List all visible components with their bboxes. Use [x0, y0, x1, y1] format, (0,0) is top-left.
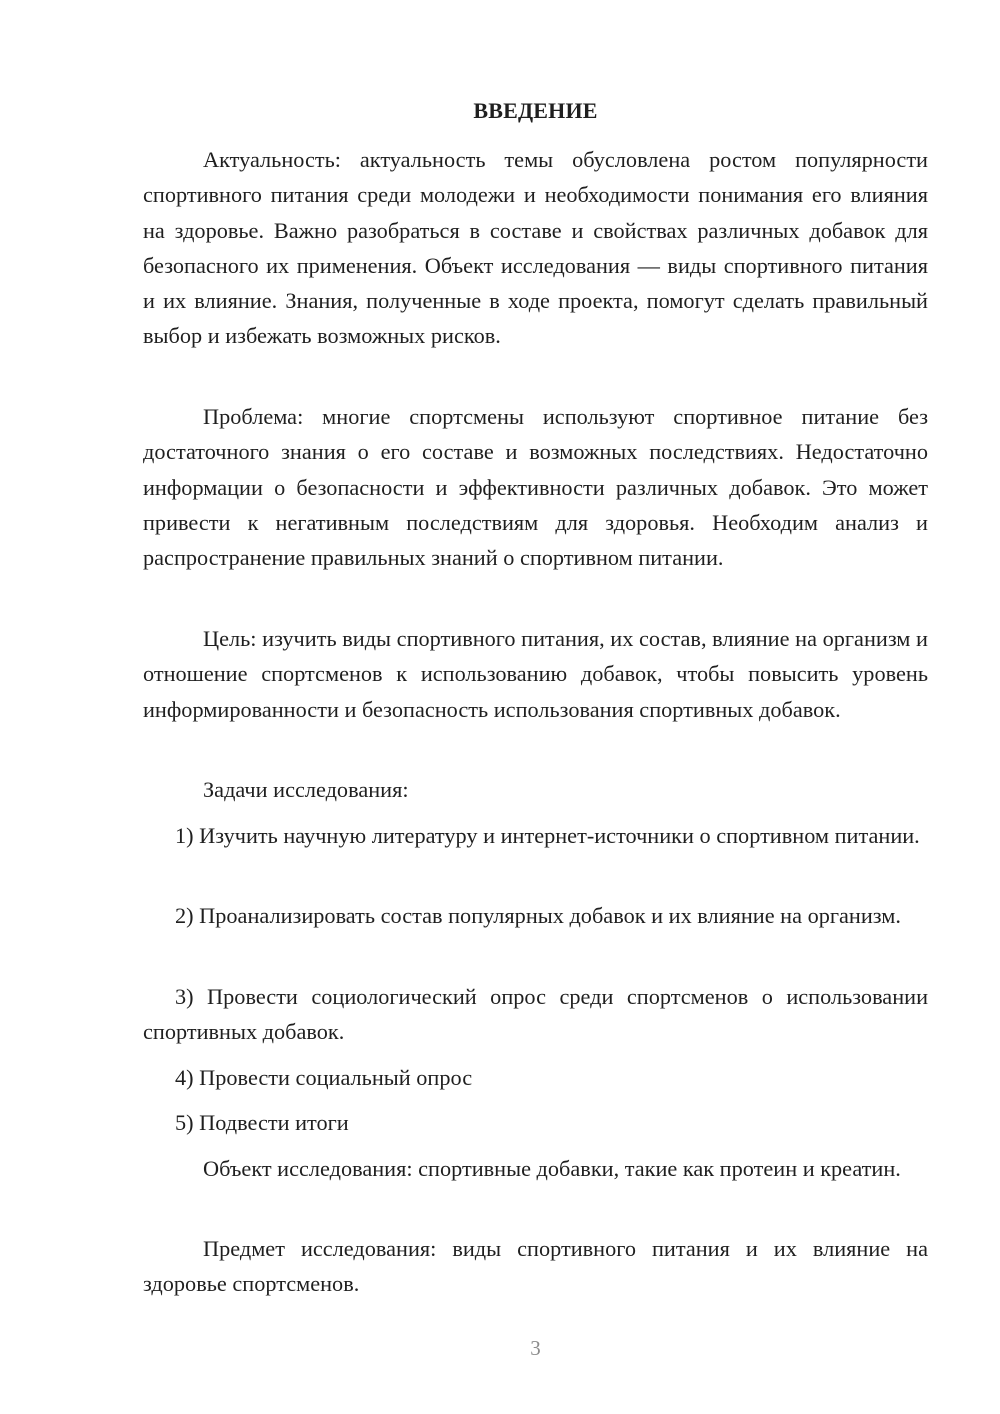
- task-item-5: 5) Подвести итоги: [175, 1110, 349, 1135]
- paragraph-problem: Проблема: многие спортсмены используют спортивное питание без достаточного знания о его составе и возможных последствиях. Недостаточно информации о безопасности и эффективности различных добавок. Это может привести к негативным последствиям для здоровья. Необходим анализ и распространение правильных знаний о спортивном питании.: [143, 404, 928, 571]
- page-number: 3: [530, 1336, 541, 1360]
- task-item-3: 3) Провести социологический опрос среди спортсменов о использовании спортивных добавок.: [143, 984, 928, 1045]
- paragraph-object: Объект исследования: спортивные добавки, такие как протеин и креатин.: [203, 1156, 901, 1181]
- paragraph-relevance: Актуальность: актуальность темы обусловлена ростом популярности спортивного питания среди молодежи и необходимости понимания его влияния на здоровье. Важно разобраться в составе и свойствах различных добавок для безопасного их применения. Объект исследования — виды спортивного питания и их влияние. Знания, полученные в ходе проекта, помогут сделать правильный выбор и избежать возможных рисков.: [143, 147, 928, 349]
- page-title: ВВЕДЕНИЕ: [473, 98, 598, 123]
- task-item-2: 2) Проанализировать состав популярных добавок и их влияние на организм.: [175, 903, 901, 928]
- task-item-1: 1) Изучить научную литературу и интернет-источники о спортивном питании.: [175, 823, 920, 848]
- document-page: [143, 0, 928, 1414]
- task-item-4: 4) Провести социальный опрос: [175, 1065, 473, 1090]
- tasks-heading: Задачи исследования:: [203, 777, 409, 802]
- paragraph-subject: Предмет исследования: виды спортивного питания и их влияние на здоровье спортсменов.: [143, 1236, 928, 1297]
- paragraph-goal: Цель: изучить виды спортивного питания, их состав, влияние на организм и отношение спортсменов к использованию добавок, чтобы повысить уровень информированности и безопасность использования спортивных добавок.: [143, 626, 928, 722]
